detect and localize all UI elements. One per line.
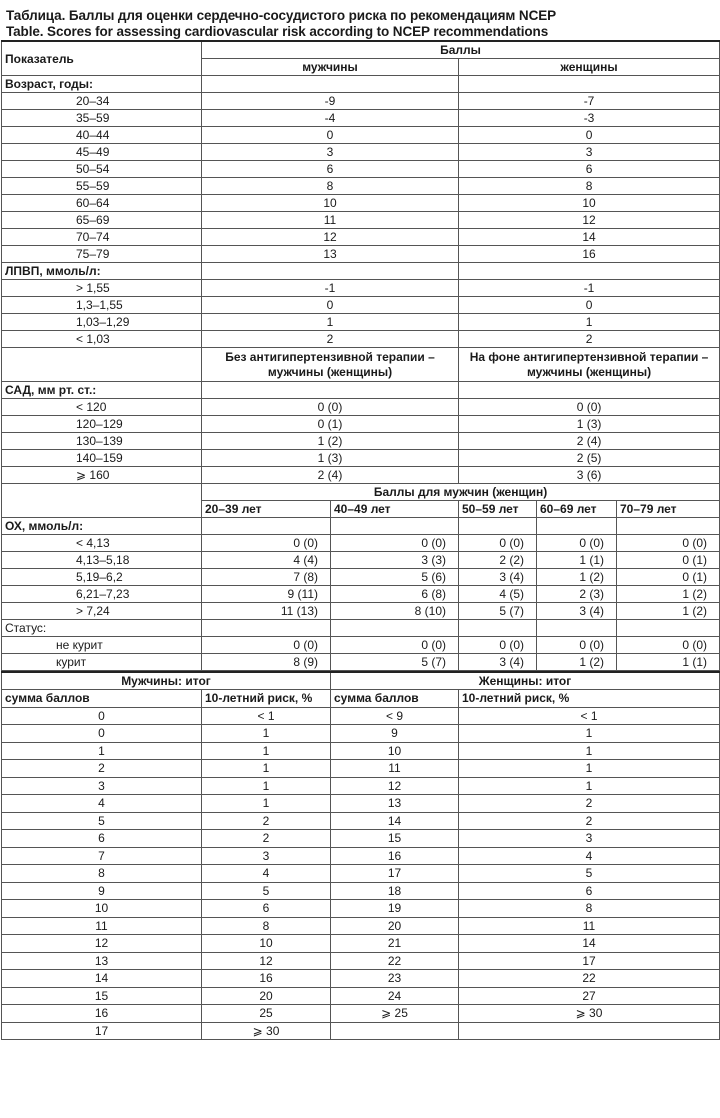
table-row xyxy=(2,433,720,450)
range-label: 20–34 xyxy=(2,93,202,110)
range-label: 120–129 xyxy=(2,416,202,433)
women-sum: < 9 xyxy=(331,707,459,725)
men-sum: 15 xyxy=(2,987,202,1005)
header-age-groups: Баллы для мужчин (женщин) xyxy=(202,484,720,501)
header-men-total: Мужчины: итог xyxy=(2,672,331,690)
status-label: курит xyxy=(2,654,202,671)
score-cell: 7 (8) xyxy=(202,569,331,586)
men-score: -1 xyxy=(202,280,459,297)
treated-score: 1 (3) xyxy=(459,416,720,433)
men-score: 0 xyxy=(202,297,459,314)
men-score: 2 xyxy=(202,331,459,348)
score-cell: 2 (3) xyxy=(537,586,617,603)
women-sum: 11 xyxy=(331,760,459,778)
section-row xyxy=(2,518,720,535)
age-group-header: 60–69 лет xyxy=(537,501,617,518)
men-score: 0 xyxy=(202,127,459,144)
women-score: -3 xyxy=(459,110,720,127)
score-cell: 0 (0) xyxy=(537,535,617,552)
women-sum xyxy=(331,1022,459,1040)
score-cell: 0 (0) xyxy=(459,637,537,654)
table-row xyxy=(2,882,720,900)
header-treated: На фоне антигипертензивной терапии – мужчины (женщины) xyxy=(459,348,720,382)
table-cell xyxy=(202,263,459,280)
table-row xyxy=(2,144,720,161)
men-risk: 2 xyxy=(202,812,331,830)
men-risk: 20 xyxy=(202,987,331,1005)
men-risk: 3 xyxy=(202,847,331,865)
range-label: 1,03–1,29 xyxy=(2,314,202,331)
table-row xyxy=(2,935,720,953)
header-row xyxy=(2,690,720,708)
range-label: < 120 xyxy=(2,399,202,416)
totals-table xyxy=(1,671,720,1040)
women-sum: 17 xyxy=(331,865,459,883)
range-label: ⩾ 160 xyxy=(2,467,202,484)
header-row xyxy=(2,484,720,501)
score-cell: 3 (4) xyxy=(459,654,537,671)
men-risk: 6 xyxy=(202,900,331,918)
table-row xyxy=(2,952,720,970)
header-row xyxy=(2,41,720,59)
range-label: 35–59 xyxy=(2,110,202,127)
table-row xyxy=(2,603,720,620)
score-cell: 3 (4) xyxy=(459,569,537,586)
table-row xyxy=(2,93,720,110)
women-score: -7 xyxy=(459,93,720,110)
range-label: 6,21–7,23 xyxy=(2,586,202,603)
women-risk: 1 xyxy=(459,777,720,795)
header-indicator: Показатель xyxy=(2,41,202,76)
men-score: 13 xyxy=(202,246,459,263)
score-cell: 0 (0) xyxy=(202,535,331,552)
table-cell xyxy=(331,518,459,535)
women-score: 1 xyxy=(459,314,720,331)
men-risk: 1 xyxy=(202,742,331,760)
table-cell xyxy=(537,518,617,535)
women-score: 10 xyxy=(459,195,720,212)
women-sum: 19 xyxy=(331,900,459,918)
table-row xyxy=(2,110,720,127)
men-sum: 17 xyxy=(2,1022,202,1040)
table-cell xyxy=(617,620,720,637)
women-sum: 22 xyxy=(331,952,459,970)
header-row xyxy=(2,672,720,690)
women-score: 16 xyxy=(459,246,720,263)
table-row xyxy=(2,280,720,297)
table-cell xyxy=(459,76,720,93)
table-cell xyxy=(459,382,720,399)
table-row xyxy=(2,416,720,433)
women-sum: 13 xyxy=(331,795,459,813)
women-sum: 14 xyxy=(331,812,459,830)
section-row xyxy=(2,263,720,280)
range-label: 65–69 xyxy=(2,212,202,229)
header-women: женщины xyxy=(459,59,720,76)
untreated-score: 0 (0) xyxy=(202,399,459,416)
score-cell: 1 (2) xyxy=(537,654,617,671)
table-row xyxy=(2,847,720,865)
score-cell: 9 (11) xyxy=(202,586,331,603)
score-cell: 1 (1) xyxy=(537,552,617,569)
table-cell xyxy=(459,620,537,637)
men-risk: 2 xyxy=(202,830,331,848)
section-row xyxy=(2,382,720,399)
score-cell: 0 (1) xyxy=(617,569,720,586)
men-sum: 11 xyxy=(2,917,202,935)
women-sum: 15 xyxy=(331,830,459,848)
score-cell: 8 (9) xyxy=(202,654,331,671)
range-label: 70–74 xyxy=(2,229,202,246)
age-group-header: 70–79 лет xyxy=(617,501,720,518)
risk-score-table xyxy=(1,40,720,671)
section-label-sbp: САД, мм рт. ст.: xyxy=(2,382,202,399)
untreated-score: 0 (1) xyxy=(202,416,459,433)
untreated-score: 1 (3) xyxy=(202,450,459,467)
table-row xyxy=(2,970,720,988)
men-score: -9 xyxy=(202,93,459,110)
treated-score: 3 (6) xyxy=(459,467,720,484)
table-row xyxy=(2,246,720,263)
treated-score: 2 (4) xyxy=(459,433,720,450)
score-cell: 1 (2) xyxy=(617,603,720,620)
men-score: 12 xyxy=(202,229,459,246)
table-row xyxy=(2,865,720,883)
women-risk xyxy=(459,1022,720,1040)
section-label-hdl: ЛПВП, ммоль/л: xyxy=(2,263,202,280)
untreated-score: 2 (4) xyxy=(202,467,459,484)
table-row xyxy=(2,725,720,743)
table-row xyxy=(2,331,720,348)
range-label: > 1,55 xyxy=(2,280,202,297)
table-row xyxy=(2,161,720,178)
men-sum: 6 xyxy=(2,830,202,848)
men-score: 11 xyxy=(202,212,459,229)
table-row xyxy=(2,127,720,144)
table-cell xyxy=(459,518,537,535)
score-cell: 1 (2) xyxy=(617,586,720,603)
table-cell xyxy=(2,348,202,382)
women-score: 2 xyxy=(459,331,720,348)
men-sum: 12 xyxy=(2,935,202,953)
table-cell xyxy=(537,620,617,637)
men-risk: 10 xyxy=(202,935,331,953)
table-row xyxy=(2,535,720,552)
header-row xyxy=(2,348,720,382)
caption-en: Table. Scores for assessing cardiovascular risk according to NCEP recommendations xyxy=(6,24,549,39)
range-label: 55–59 xyxy=(2,178,202,195)
table-row xyxy=(2,178,720,195)
header-risk: 10-летний риск, % xyxy=(202,690,331,708)
header-men: мужчины xyxy=(202,59,459,76)
women-risk: 8 xyxy=(459,900,720,918)
table-cell xyxy=(202,518,331,535)
score-cell: 3 (4) xyxy=(537,603,617,620)
women-sum: 18 xyxy=(331,882,459,900)
treated-score: 2 (5) xyxy=(459,450,720,467)
women-risk: 11 xyxy=(459,917,720,935)
men-sum: 0 xyxy=(2,725,202,743)
men-score: -4 xyxy=(202,110,459,127)
men-risk: 1 xyxy=(202,777,331,795)
table-row xyxy=(2,314,720,331)
score-cell: 0 (0) xyxy=(202,637,331,654)
table-row xyxy=(2,760,720,778)
men-sum: 14 xyxy=(2,970,202,988)
men-sum: 9 xyxy=(2,882,202,900)
men-sum: 4 xyxy=(2,795,202,813)
range-label: 45–49 xyxy=(2,144,202,161)
women-risk: 2 xyxy=(459,812,720,830)
table-row xyxy=(2,917,720,935)
men-sum: 7 xyxy=(2,847,202,865)
women-risk: 1 xyxy=(459,760,720,778)
women-risk: 27 xyxy=(459,987,720,1005)
range-label: < 4,13 xyxy=(2,535,202,552)
table-row xyxy=(2,795,720,813)
range-label: 40–44 xyxy=(2,127,202,144)
header-points: Баллы xyxy=(202,41,720,59)
men-score: 3 xyxy=(202,144,459,161)
women-risk: 2 xyxy=(459,795,720,813)
women-score: 3 xyxy=(459,144,720,161)
men-risk: < 1 xyxy=(202,707,331,725)
age-group-header: 40–49 лет xyxy=(331,501,459,518)
header-sum: сумма баллов xyxy=(331,690,459,708)
women-risk: 14 xyxy=(459,935,720,953)
range-label: > 7,24 xyxy=(2,603,202,620)
women-sum: 23 xyxy=(331,970,459,988)
score-cell: 5 (7) xyxy=(331,654,459,671)
men-score: 6 xyxy=(202,161,459,178)
section-row xyxy=(2,620,720,637)
table-row xyxy=(2,297,720,314)
women-risk: 17 xyxy=(459,952,720,970)
score-cell: 0 (0) xyxy=(331,637,459,654)
score-cell: 0 (0) xyxy=(617,637,720,654)
section-label-age: Возраст, годы: xyxy=(2,76,202,93)
table-row xyxy=(2,450,720,467)
men-score: 1 xyxy=(202,314,459,331)
table-cell xyxy=(202,382,459,399)
score-cell: 2 (2) xyxy=(459,552,537,569)
table-row xyxy=(2,212,720,229)
section-row xyxy=(2,76,720,93)
table-cell xyxy=(459,263,720,280)
header-women-total: Женщины: итог xyxy=(331,672,720,690)
women-score: 12 xyxy=(459,212,720,229)
men-risk: 1 xyxy=(202,795,331,813)
age-group-header: 50–59 лет xyxy=(459,501,537,518)
men-sum: 16 xyxy=(2,1005,202,1023)
score-cell: 4 (4) xyxy=(202,552,331,569)
women-sum: 16 xyxy=(331,847,459,865)
women-sum: ⩾ 25 xyxy=(331,1005,459,1023)
women-risk: 6 xyxy=(459,882,720,900)
women-score: 0 xyxy=(459,297,720,314)
men-sum: 13 xyxy=(2,952,202,970)
range-label: 130–139 xyxy=(2,433,202,450)
header-sum: сумма баллов xyxy=(2,690,202,708)
caption-ru: Таблица. Баллы для оценки сердечно-сосудистого риска по рекомендациям NCEP xyxy=(6,8,557,23)
men-sum: 2 xyxy=(2,760,202,778)
table-row xyxy=(2,1022,720,1040)
range-label: 1,3–1,55 xyxy=(2,297,202,314)
score-cell: 0 (0) xyxy=(331,535,459,552)
range-label: 60–64 xyxy=(2,195,202,212)
table-row xyxy=(2,707,720,725)
women-sum: 12 xyxy=(331,777,459,795)
men-score: 8 xyxy=(202,178,459,195)
table-cell xyxy=(202,620,331,637)
men-sum: 0 xyxy=(2,707,202,725)
range-label: < 1,03 xyxy=(2,331,202,348)
table-row xyxy=(2,900,720,918)
men-risk: 25 xyxy=(202,1005,331,1023)
table-cell xyxy=(617,518,720,535)
score-cell: 8 (10) xyxy=(331,603,459,620)
table-row xyxy=(2,586,720,603)
score-cell: 3 (3) xyxy=(331,552,459,569)
range-label: 4,13–5,18 xyxy=(2,552,202,569)
men-score: 10 xyxy=(202,195,459,212)
women-sum: 21 xyxy=(331,935,459,953)
table-row xyxy=(2,742,720,760)
women-risk: 5 xyxy=(459,865,720,883)
table-row xyxy=(2,812,720,830)
women-risk: ⩾ 30 xyxy=(459,1005,720,1023)
table-row xyxy=(2,399,720,416)
table-row xyxy=(2,830,720,848)
header-untreated: Без антигипертензивной терапии – мужчины (женщины) xyxy=(202,348,459,382)
men-sum: 1 xyxy=(2,742,202,760)
men-risk: 12 xyxy=(202,952,331,970)
women-sum: 24 xyxy=(331,987,459,1005)
score-cell: 1 (1) xyxy=(617,654,720,671)
women-risk: 22 xyxy=(459,970,720,988)
table-row xyxy=(2,777,720,795)
women-sum: 20 xyxy=(331,917,459,935)
score-cell: 6 (8) xyxy=(331,586,459,603)
status-label: не курит xyxy=(2,637,202,654)
score-cell: 1 (2) xyxy=(537,569,617,586)
men-sum: 5 xyxy=(2,812,202,830)
treated-score: 0 (0) xyxy=(459,399,720,416)
table-row xyxy=(2,229,720,246)
women-sum: 9 xyxy=(331,725,459,743)
table-row xyxy=(2,637,720,654)
table-row xyxy=(2,1005,720,1023)
women-risk: 4 xyxy=(459,847,720,865)
table-row xyxy=(2,467,720,484)
score-cell: 0 (0) xyxy=(537,637,617,654)
women-risk: 1 xyxy=(459,742,720,760)
men-risk: 16 xyxy=(202,970,331,988)
section-label-tc: ОХ, ммоль/л: xyxy=(2,518,202,535)
women-score: 8 xyxy=(459,178,720,195)
women-score: 14 xyxy=(459,229,720,246)
women-score: 6 xyxy=(459,161,720,178)
range-label: 75–79 xyxy=(2,246,202,263)
men-risk: ⩾ 30 xyxy=(202,1022,331,1040)
women-risk: < 1 xyxy=(459,707,720,725)
table-cell xyxy=(2,484,202,518)
score-cell: 5 (6) xyxy=(331,569,459,586)
table-row xyxy=(2,654,720,671)
men-risk: 1 xyxy=(202,760,331,778)
section-label-smoking: Статус: xyxy=(2,620,202,637)
range-label: 5,19–6,2 xyxy=(2,569,202,586)
women-risk: 1 xyxy=(459,725,720,743)
table-row xyxy=(2,987,720,1005)
score-cell: 4 (5) xyxy=(459,586,537,603)
women-sum: 10 xyxy=(331,742,459,760)
table-row xyxy=(2,552,720,569)
score-cell: 0 (1) xyxy=(617,552,720,569)
range-label: 50–54 xyxy=(2,161,202,178)
score-cell: 0 (0) xyxy=(459,535,537,552)
score-cell: 0 (0) xyxy=(617,535,720,552)
score-cell: 11 (13) xyxy=(202,603,331,620)
untreated-score: 1 (2) xyxy=(202,433,459,450)
range-label: 140–159 xyxy=(2,450,202,467)
women-risk: 3 xyxy=(459,830,720,848)
table-row xyxy=(2,195,720,212)
table-row xyxy=(2,569,720,586)
age-group-header: 20–39 лет xyxy=(202,501,331,518)
table-cell xyxy=(202,76,459,93)
score-cell: 5 (7) xyxy=(459,603,537,620)
women-score: -1 xyxy=(459,280,720,297)
men-risk: 4 xyxy=(202,865,331,883)
men-sum: 10 xyxy=(2,900,202,918)
men-risk: 1 xyxy=(202,725,331,743)
men-risk: 8 xyxy=(202,917,331,935)
table-cell xyxy=(331,620,459,637)
women-score: 0 xyxy=(459,127,720,144)
header-risk: 10-летний риск, % xyxy=(459,690,720,708)
men-sum: 3 xyxy=(2,777,202,795)
men-risk: 5 xyxy=(202,882,331,900)
table-caption xyxy=(0,0,720,40)
men-sum: 8 xyxy=(2,865,202,883)
